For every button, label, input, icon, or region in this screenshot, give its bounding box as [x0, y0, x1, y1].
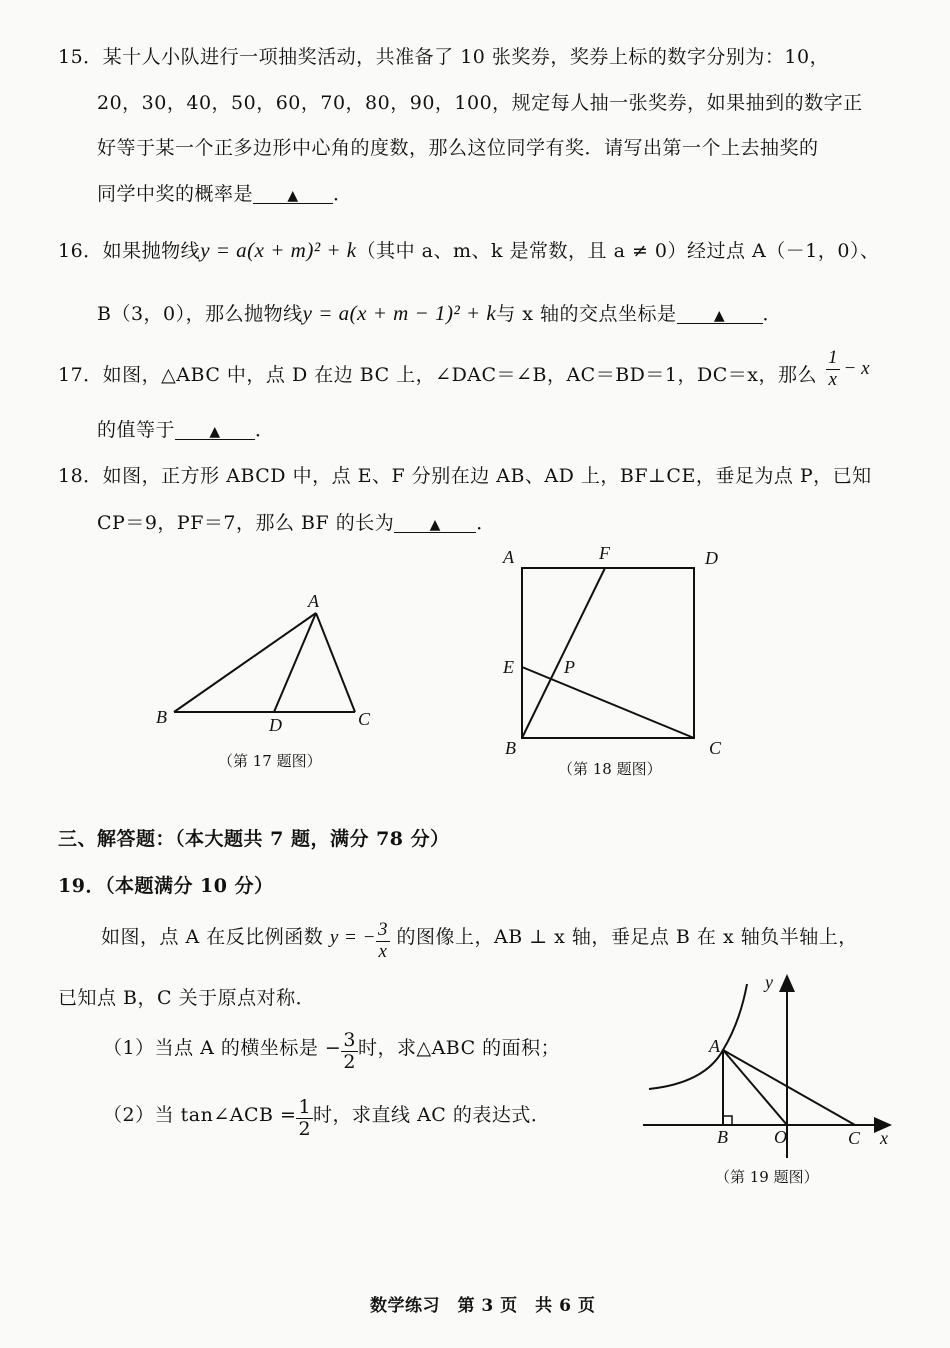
q19-line1 [101, 920, 858, 963]
fig19-segment-ao [723, 1050, 787, 1125]
fig19-label-x: x [880, 1128, 888, 1148]
fig18-segment-ec [522, 667, 694, 738]
q19-sub2-pre: （2）当 tan∠ACB = [103, 1103, 297, 1126]
q16-answer-blank[interactable]: ▲ [677, 309, 763, 324]
q16-line2-pre: B（3，0），那么抛物线 [97, 303, 303, 325]
q19-sub1-fraction [341, 1030, 358, 1073]
q17-expression [826, 348, 870, 391]
q19-func-den: x [378, 940, 388, 962]
figure-19 [635, 968, 900, 1198]
q17-frac-den: x [828, 368, 837, 390]
q19-sub2-fraction [296, 1097, 313, 1140]
fig18-caption: （第 18 题图） [558, 760, 662, 778]
q16-line1 [58, 240, 879, 261]
fig18-label-f: F [599, 543, 610, 563]
q16-line1-pre: 16．如果抛物线 [58, 240, 201, 262]
q18-answer-blank[interactable]: ▲ [394, 518, 476, 533]
q16-formula2: y = a(x + m − 1)² + k [302, 301, 497, 325]
q17-line1: 17．如图，△ABC 中，点 D 在边 BC 上，∠DAC＝∠B，AC＝BD＝1，DC＝x，那么 [58, 364, 817, 386]
q19-sub2-den: 2 [298, 1117, 312, 1140]
q19-heading: 19．（本题满分 10 分） [58, 875, 274, 897]
page-footer: 数学练习 第 3 页 共 6 页 [370, 1296, 596, 1316]
q19-sub2-post: 时，求直线 AC 的表达式． [313, 1103, 551, 1126]
q19-sub1-den: 2 [343, 1050, 356, 1073]
q19-line2: 已知点 B，C 关于原点对称． [58, 987, 316, 1009]
q15-line4-text: 同学中奖的概率是 [97, 183, 254, 205]
q17-line2 [97, 421, 275, 440]
q19-sub2-num: 1 [298, 1096, 312, 1118]
figure-17 [140, 585, 400, 775]
q19-line1-post: 的图像上，AB ⊥ x 轴，垂足点 B 在 x 轴负半轴上， [396, 925, 858, 948]
fig19-label-a: A [709, 1036, 720, 1056]
q15-line4 [97, 185, 353, 204]
fig19-segment-ac [723, 1050, 855, 1125]
fig18-label-c: C [709, 738, 722, 758]
q16-line2-post: 与 x 轴的交点坐标是 [496, 303, 677, 325]
fig17-label-c: C [358, 709, 371, 729]
q16-end: ． [762, 303, 783, 325]
q16-formula1: y = a(x + m)² + k [200, 238, 357, 262]
section3-heading: 三、解答题：（本大题共 7 题，满分 78 分） [58, 828, 450, 850]
q17-end: ． [255, 419, 275, 441]
fig18-label-b: B [505, 738, 516, 758]
q16-line2 [97, 303, 782, 324]
q18-line2 [97, 514, 496, 533]
q17-answer-blank[interactable]: ▲ [175, 425, 255, 440]
q19-sub1-pre: （1）当点 A 的横坐标是 − [103, 1036, 342, 1059]
q19-func-fraction [376, 920, 390, 963]
q17-frac-num: 1 [828, 347, 838, 368]
fig18-label-e: E [503, 657, 514, 677]
q19-sub1-num: 3 [343, 1029, 356, 1051]
fig19-label-c: C [848, 1128, 861, 1148]
q19-func-num: 3 [377, 919, 388, 940]
fig17-side-ac [316, 613, 355, 712]
q15-line1: 15．某十人小队进行一项抽奖活动，共准备了 10 张奖券，奖券上标的数字分别为：10， [58, 46, 830, 68]
q19-sub1-post: 时，求△ABC 的面积； [357, 1036, 561, 1059]
q19-func-lhs: y = − [329, 926, 376, 948]
q18-line2-text: CP＝9，PF＝7，那么 BF 的长为 [97, 512, 395, 534]
q17-fraction [826, 348, 840, 391]
fig18-label-d: D [705, 548, 718, 568]
q16-line1-mid: （其中 a、m、k 是常数，且 a ≠ 0）经过点 A（－1，0）、 [356, 240, 880, 262]
q19-sub2 [103, 1097, 550, 1140]
q17-frac-tail: − x [843, 358, 870, 380]
q19-sub1 [103, 1030, 560, 1073]
q15-line2: 20，30，40，50，60，70，80，90，100，规定每人抽一张奖券，如果抽到的数字正 [97, 92, 863, 114]
figure-18 [495, 540, 740, 785]
fig17-label-d: D [269, 715, 282, 735]
fig19-label-b: B [717, 1127, 728, 1147]
fig19-right-angle-mark [723, 1116, 732, 1125]
q18-end: ． [476, 512, 496, 534]
fig18-label-p: P [564, 657, 575, 677]
fig18-label-a: A [503, 547, 514, 567]
fig18-square [522, 568, 694, 738]
fig17-label-a: A [308, 591, 319, 611]
q18-line1: 18．如图，正方形 ABCD 中，点 E、F 分别在边 AB、AD 上，BF⊥CE，垂足为点 P，已知 [58, 465, 872, 487]
fig17-label-b: B [156, 707, 167, 727]
fig19-hyperbola [649, 984, 747, 1089]
fig18-segment-bf [522, 568, 605, 738]
fig19-caption: （第 19 题图） [715, 1168, 819, 1186]
q15-end: ． [333, 183, 353, 205]
q17-line2-text: 的值等于 [97, 419, 176, 441]
fig19-label-o: O [774, 1127, 787, 1147]
fig17-caption: （第 17 题图） [218, 752, 322, 770]
q15-line3: 好等于某一个正多边形中心角的度数，那么这位同学有奖．请写出第一个上去抽奖的 [97, 137, 819, 159]
fig19-label-y: y [765, 972, 773, 992]
q19-line1-pre: 如图，点 A 在反比例函数 [101, 925, 324, 948]
q15-answer-blank[interactable]: ▲ [253, 189, 333, 204]
